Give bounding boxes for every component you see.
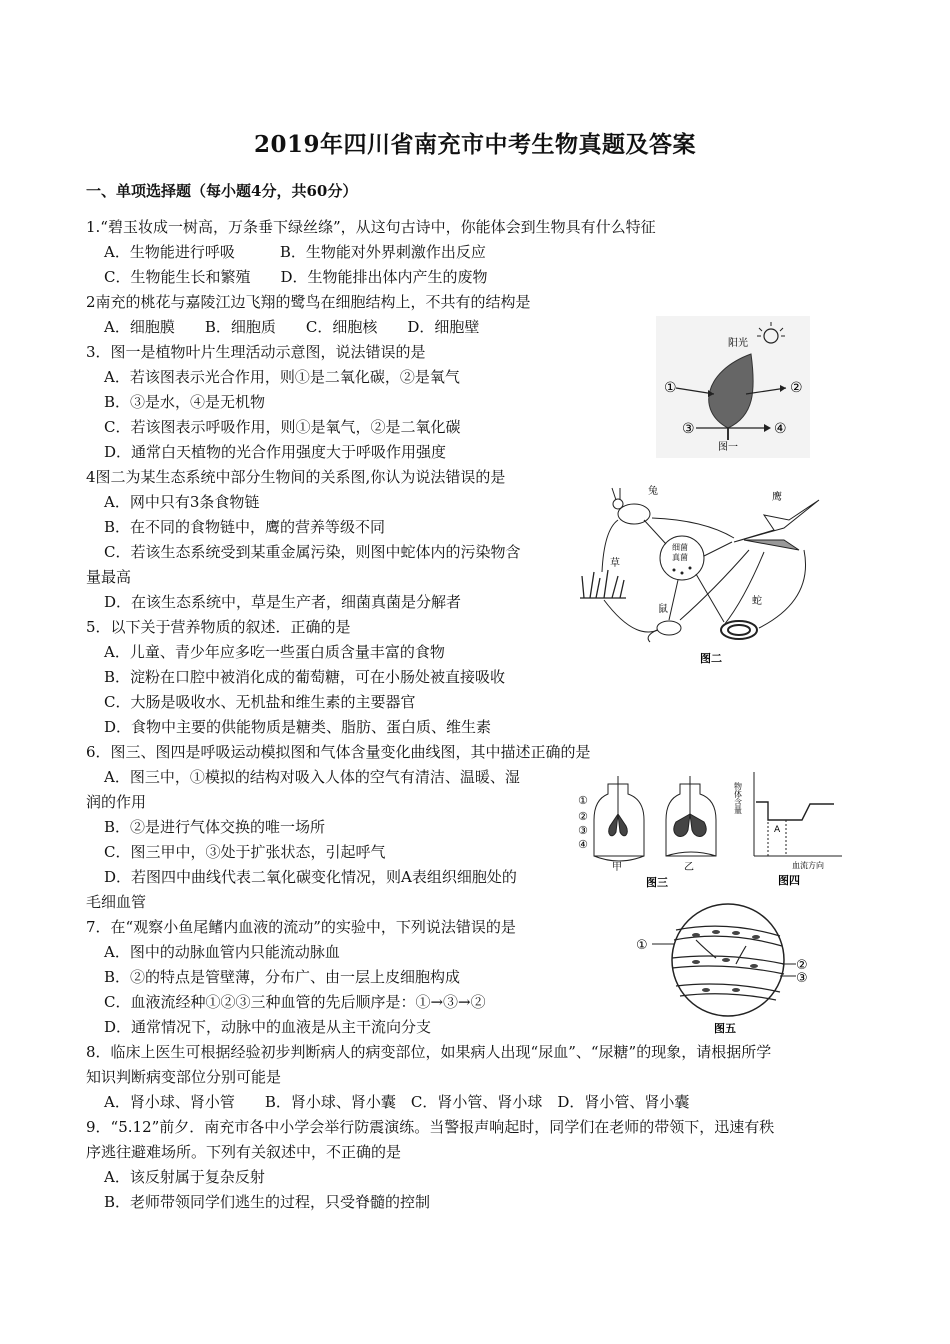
page-title: 2019年四川省南充市中考生物真题及答案: [253, 131, 696, 158]
section-heading: 一、单项选择题（每小题4分，共60分）: [86, 182, 358, 200]
label-1: ①: [664, 380, 677, 396]
option-line: A．图三中，①模拟的结构对吸入人体的空气有清洁、温暖、湿: [104, 768, 520, 786]
sun-icon: [757, 322, 785, 343]
figure-caption: 图四: [778, 874, 800, 887]
option-line: B．②是进行气体交换的唯一场所: [104, 818, 326, 836]
option-line: 毛细血管: [86, 893, 147, 911]
option-line: B．淀粉在口腔中被消化成的葡萄糖，可在小肠处被直接吸收: [104, 668, 506, 686]
label-1: ①: [636, 938, 648, 953]
option-line: D．若图四中曲线代表二氧化碳变化情况，则A表组织细胞处的: [104, 868, 517, 886]
option-line: A．图中的动脉血管内只能流动脉血: [104, 943, 340, 961]
x-axis-label: 血流方向: [792, 861, 824, 870]
label-2: ②: [790, 380, 803, 396]
label-4: ④: [774, 421, 787, 437]
leaf-shape: [709, 354, 753, 428]
question-line: 8．临床上医生可根据经验初步判断病人的病变部位，如果病人出现“尿血”、“尿糖”的现象，请根据所学: [86, 1043, 772, 1061]
figure-caption: 图一: [718, 442, 738, 453]
label-3: ③: [578, 824, 588, 837]
option-line: C．生物能生长和繁殖 D．生物能排出体内产生的废物: [104, 268, 488, 286]
point-a-label: A: [774, 825, 781, 835]
figure-caption: 图三: [646, 876, 668, 889]
question-line: 7．在“观察小鱼尾鳍内血液的流动”的实验中，下列说法错误的是: [86, 918, 516, 936]
jar-yi: [666, 776, 716, 856]
y-axis-label: 物体含量: [733, 782, 743, 814]
label-2: ②: [578, 810, 588, 823]
microbe-label-2: 真菌: [672, 553, 688, 562]
food-web-arrows: [602, 518, 806, 632]
option-line: C．血液流经种①②③三种血管的先后顺序是：①→③→②: [104, 993, 486, 1011]
figure-4-gas-curve: [733, 768, 846, 890]
snake-icon: [721, 621, 757, 639]
eagle-label: 鹰: [772, 492, 782, 503]
grass-icon: [580, 570, 626, 598]
option-line: C．大肠是吸收水、无机盐和维生素的主要器官: [104, 693, 416, 711]
option-line: D．通常白天植物的光合作用强度大于呼吸作用强度: [104, 443, 447, 461]
label-1: ①: [578, 794, 588, 807]
jar-jia: [594, 776, 644, 861]
option-line: D．通常情况下，动脉中的血液是从主干流向分支: [104, 1018, 432, 1036]
grass-label: 草: [610, 558, 620, 569]
question-line: 4图二为某生态系统中部分生物间的关系图,你认为说法错误的是: [86, 468, 506, 486]
option-line: A．儿童、青少年应多吃一些蛋白质含量丰富的食物: [104, 643, 445, 661]
rabbit-icon: [612, 488, 650, 524]
figure-caption: 图五: [714, 1022, 736, 1035]
option-line: B．老师带领同学们逃生的过程，只受脊髓的控制: [104, 1193, 431, 1211]
option-line: B．②的特点是管壁薄，分布广、由一层上皮细胞构成: [104, 968, 461, 986]
jar-label-yi: 乙: [684, 862, 694, 873]
label-3: ③: [796, 971, 808, 986]
mouse-label: 鼠: [658, 604, 668, 615]
option-line: A．细胞膜 B．细胞质 C．细胞核 D．细胞壁: [104, 318, 480, 336]
snake-label: 蛇: [752, 596, 762, 607]
option-line: A．该反射属于复杂反射: [104, 1168, 265, 1186]
option-line: A．若该图表示光合作用，则①是二氧化碳，②是氧气: [104, 368, 460, 386]
jar-label-jia: 甲: [612, 862, 622, 873]
rabbit-label: 兔: [648, 486, 658, 497]
question-line: 知识判断病变部位分别可能是: [86, 1068, 282, 1086]
option-line: A．生物能进行呼吸 B．生物能对外界刺激作出反应: [104, 243, 486, 261]
figure-1-leaf-diagram: [656, 316, 810, 458]
question-line: 2南充的桃花与嘉陵江边飞翔的鹭鸟在细胞结构上，不共有的结构是: [86, 293, 531, 311]
option-line: B．在不同的食物链中，鹰的营养等级不同: [104, 518, 386, 536]
figure-2-food-web: [574, 480, 836, 670]
label-2: ②: [796, 958, 808, 973]
option-line: A．网中只有3条食物链: [104, 493, 260, 511]
question-line: 9．“5.12”前夕．南充市各中小学会举行防震演练。当警报声响起时，同学们在老师的带领下，迅速有秩: [86, 1118, 775, 1136]
option-line: B．③是水，④是无机物: [104, 393, 266, 411]
option-line: C．若该生态系统受到某重金属污染，则图中蛇体内的污染物含: [104, 543, 521, 561]
question-line: 5．以下关于营养物质的叙述．正确的是: [86, 618, 351, 636]
question-line: 6．图三、图四是呼吸运动模拟图和气体含量变化曲线图，其中描述正确的是: [86, 743, 591, 761]
question-line: 1.“碧玉妆成一树高，万条垂下绿丝绦”，从这句古诗中，你能体会到生物具有什么特征: [86, 218, 656, 236]
option-line: D．在该生态系统中，草是生产者，细菌真菌是分解者: [104, 593, 462, 611]
microbe-circle: [660, 536, 704, 580]
option-line: D．食物中主要的供能物质是糖类、脂肪、蛋白质、维生素: [104, 718, 492, 736]
figure-caption: 图二: [700, 652, 722, 665]
question-line: 3．图一是植物叶片生理活动示意图，说法错误的是: [86, 343, 426, 361]
eagle-icon: [734, 500, 819, 550]
figure-3-breathing-model: [576, 770, 728, 892]
label-4: ④: [578, 838, 588, 851]
label-3: ③: [682, 421, 695, 437]
option-line: C．图三甲中，③处于扩张状态，引起呼气: [104, 843, 386, 861]
option-line: 量最高: [86, 568, 132, 586]
sun-label: 阳光: [728, 338, 748, 349]
option-line: C．若该图表示呼吸作用，则①是氧气，②是二氧化碳: [104, 418, 461, 436]
option-line: 润的作用: [86, 793, 147, 811]
question-line: 序逃往避难场所。下列有关叙述中，不正确的是: [86, 1143, 402, 1161]
option-line: A．肾小球、肾小管 B．肾小球、肾小囊 C．肾小管、肾小球 D．肾小管、肾小囊: [104, 1093, 690, 1111]
microbe-label-1: 细菌: [672, 543, 688, 552]
figure-5-fish-tail-vessels: [636, 900, 816, 1036]
